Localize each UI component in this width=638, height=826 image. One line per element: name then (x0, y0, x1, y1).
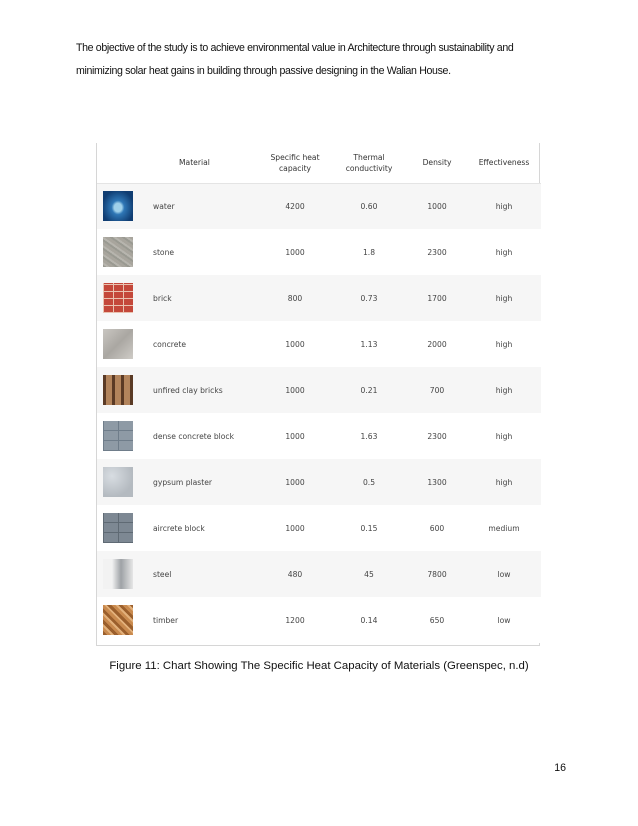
density-value: 1700 (407, 275, 467, 321)
header-specific-heat-line1: Specific heat (270, 152, 320, 162)
table-row (97, 459, 541, 505)
table-row (97, 551, 541, 597)
specific-heat-value: 1000 (259, 413, 331, 459)
timber-swatch-icon (103, 605, 133, 635)
material-name: concrete (143, 321, 259, 367)
intro-line-2: minimizing solar heat gains in building through passive designing in the Walian House. (76, 65, 451, 77)
material-name: water (143, 183, 259, 229)
header-thermal-line1: Thermal (353, 152, 385, 162)
page-number: 16 (554, 762, 566, 774)
effectiveness-value: high (467, 275, 541, 321)
material-name: unfired clay bricks (143, 367, 259, 413)
thermal-conductivity-value: 0.73 (331, 275, 407, 321)
concrete-swatch-icon (103, 329, 133, 359)
thermal-conductivity-value: 0.14 (331, 597, 407, 643)
material-name: dense concrete block (143, 413, 259, 459)
brick-swatch-icon (103, 283, 133, 313)
clay-bricks-swatch-icon (103, 375, 133, 405)
density-value: 2300 (407, 229, 467, 275)
material-name: steel (143, 551, 259, 597)
thermal-conductivity-value: 0.60 (331, 183, 407, 229)
material-name: stone (143, 229, 259, 275)
header-thermal-line2: conductivity (345, 163, 393, 173)
specific-heat-value: 1000 (259, 367, 331, 413)
concrete-block-swatch-icon (103, 421, 133, 451)
table-row (97, 275, 541, 321)
density-value: 7800 (407, 551, 467, 597)
specific-heat-value: 1000 (259, 505, 331, 551)
specific-heat-value: 4200 (259, 183, 331, 229)
thermal-conductivity-value: 1.8 (331, 229, 407, 275)
steel-swatch-icon (103, 559, 133, 589)
specific-heat-value: 1000 (259, 459, 331, 505)
effectiveness-value: high (467, 229, 541, 275)
table-row (97, 229, 541, 275)
gypsum-swatch-icon (103, 467, 133, 497)
header-thermal-conductivity (331, 143, 407, 183)
figure-caption: Figure 11: Chart Showing The Specific Heat Capacity of Materials (Greenspec, n.d) (109, 660, 529, 672)
table-row (97, 597, 541, 643)
header-density: Density (407, 143, 467, 183)
material-name: timber (143, 597, 259, 643)
density-value: 650 (407, 597, 467, 643)
table-row (97, 183, 541, 229)
specific-heat-value: 1200 (259, 597, 331, 643)
aircrete-swatch-icon (103, 513, 133, 543)
specific-heat-value: 1000 (259, 321, 331, 367)
header-specific-heat (259, 143, 331, 183)
density-value: 2300 (407, 413, 467, 459)
table-row (97, 413, 541, 459)
density-value: 600 (407, 505, 467, 551)
material-name: brick (143, 275, 259, 321)
specific-heat-value: 1000 (259, 229, 331, 275)
intro-paragraph (76, 37, 576, 83)
thermal-conductivity-value: 1.13 (331, 321, 407, 367)
header-material: Material (97, 143, 259, 183)
density-value: 1300 (407, 459, 467, 505)
effectiveness-value: medium (467, 505, 541, 551)
material-name: gypsum plaster (143, 459, 259, 505)
thermal-conductivity-value: 0.21 (331, 367, 407, 413)
thermal-conductivity-value: 0.5 (331, 459, 407, 505)
material-name: aircrete block (143, 505, 259, 551)
header-effectiveness: Effectiveness (467, 143, 541, 183)
effectiveness-value: high (467, 413, 541, 459)
table-row (97, 367, 541, 413)
effectiveness-value: high (467, 183, 541, 229)
header-specific-heat-line2: capacity (278, 163, 312, 173)
table-row (97, 505, 541, 551)
stone-swatch-icon (103, 237, 133, 267)
thermal-conductivity-value: 45 (331, 551, 407, 597)
table-header-row (97, 143, 541, 183)
water-swatch-icon (103, 191, 133, 221)
density-value: 700 (407, 367, 467, 413)
effectiveness-value: high (467, 459, 541, 505)
effectiveness-value: high (467, 321, 541, 367)
effectiveness-value: low (467, 597, 541, 643)
density-value: 1000 (407, 183, 467, 229)
thermal-conductivity-value: 0.15 (331, 505, 407, 551)
density-value: 2000 (407, 321, 467, 367)
specific-heat-value: 480 (259, 551, 331, 597)
effectiveness-value: high (467, 367, 541, 413)
effectiveness-value: low (467, 551, 541, 597)
materials-table-figure (96, 143, 540, 646)
materials-table (97, 143, 541, 643)
table-row (97, 321, 541, 367)
specific-heat-value: 800 (259, 275, 331, 321)
intro-line-1: The objective of the study is to achieve environmental value in Architecture through sustainability and (76, 42, 514, 54)
thermal-conductivity-value: 1.63 (331, 413, 407, 459)
